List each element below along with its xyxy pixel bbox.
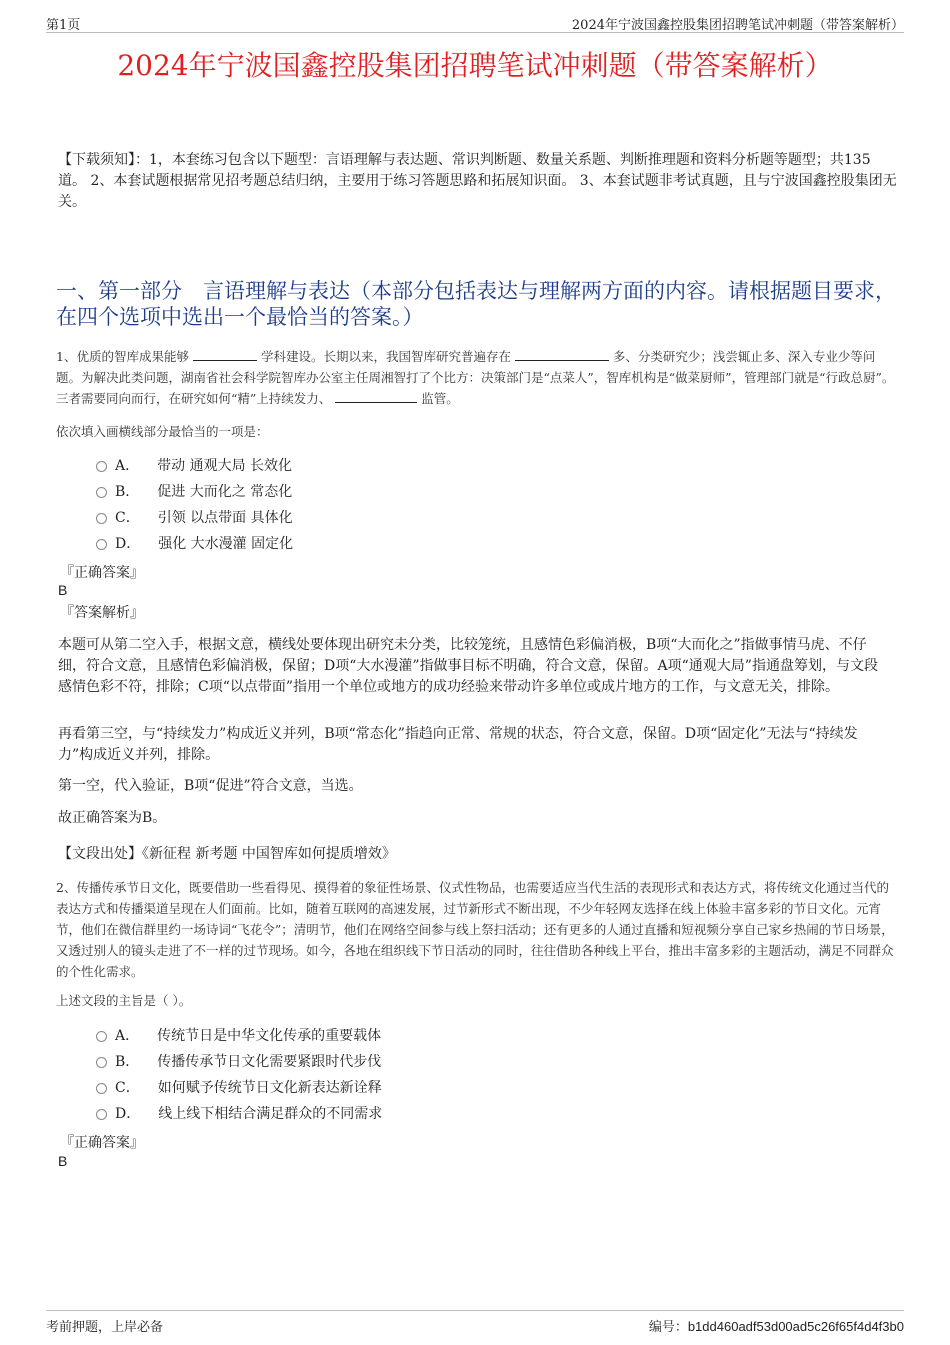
q1-option-d[interactable]: D． 强化 大水漫灌 固定化 xyxy=(96,531,293,557)
q1-part-4: 监管。 xyxy=(421,391,459,406)
q1-option-c[interactable]: C． 引领 以点带面 具体化 xyxy=(96,505,293,531)
q2-answer: B xyxy=(58,1153,68,1169)
footer-code xyxy=(649,1316,904,1335)
question-1-text xyxy=(56,346,896,409)
q1-blank-1 xyxy=(193,348,257,361)
footer-code-value: b1dd460adf53d00ad5c26f65f4d4f3b0 xyxy=(687,1319,904,1334)
q1-options xyxy=(96,453,293,557)
q1-part-3: 多、分类研究少；浅尝辄止多、深入专业少等问题。为解决此类问题，湖南省社会科学院智库办公室主任周湘智打了个比方：决策部门是“点菜人”，智库机构是“做菜厨师”，管理部门就是“行政总厨”。三者需要同向而行，在研究如何“精”上持续发力、 xyxy=(56,349,895,406)
q1-answer-label: 『正确答案』 xyxy=(60,565,144,581)
q1-analysis-para-1: 本题可从第二空入手，根据文意，横线处要体现出研究未分类，比较笼统，且感情色彩偏消极，B项“大而化之”指做事情马虎、不仔细，符合文意，且感情色彩偏消极，保留；D项“大水漫灌”指做事目标不明确，符合文意，保留。A项“通观大局”指通盘筹划，与文段感情色彩不符，排除；C项“以点带面”指用一个单位或地方的成功经验来带动许多单位或成片地方的工作，与文意无关，排除。 xyxy=(58,637,878,695)
section-heading: 一、第一部分 言语理解与表达（本部分包括表达与理解两方面的内容。请根据题目要求，在四个选项中选出一个最恰当的答案。） xyxy=(56,279,896,329)
radio-icon[interactable] xyxy=(96,1109,107,1120)
q1-analysis-label: 『答案解析』 xyxy=(60,605,144,621)
footer-slogan: 考前押题，上岸必备 xyxy=(46,1320,164,1335)
radio-icon[interactable] xyxy=(96,461,107,472)
radio-icon[interactable] xyxy=(96,487,107,498)
q2-option-c[interactable]: C． 如何赋予传统节日文化新表达新诠释 xyxy=(96,1075,382,1101)
question-2-text: 2、传播传承节日文化，既要借助一些看得见、摸得着的象征性场景、仪式性物品，也需要适应当代生活的表现形式和表达方式，将传统文化通过当代的表达方式和传播渠道呈现在人们面前。比如，随着互联网的高速发展，过节新形式不断出现，不少年轻网友选择在线上体验丰富多彩的节日文化。元宵节，他们在微信群里约一场诗词“飞花令”；清明节，他们在网络空间参与线上祭扫活动；还有更多的人通过直播和短视频分享自己家乡热闹的节日场景，又透过别人的镜头走进了不一样的过节现场。如今，各地在组织线下节日活动的同时，往往借助各种线上平台，推出丰富多彩的主题活动，满足不同群众的个性化需求。 xyxy=(56,880,894,979)
q1-blank-3 xyxy=(335,390,417,403)
radio-icon[interactable] xyxy=(96,1057,107,1068)
document-title: 2024年宁波国鑫控股集团招聘笔试冲刺题（带答案解析） xyxy=(117,49,833,82)
q1-blank-2 xyxy=(515,348,609,361)
q2-prompt: 上述文段的主旨是（ ）。 xyxy=(56,993,192,1008)
q1-prompt: 依次填入画横线部分最恰当的一项是： xyxy=(56,424,269,439)
q2-option-b[interactable]: B． 传播传承节日文化需要紧跟时代步伐 xyxy=(96,1049,382,1075)
q1-analysis-para-2: 再看第三空，与“持续发力”构成近义并列，B项“常态化”指趋向正常、常规的状态，符合文意，保留。D项“固定化”无法与“持续发力”构成近义并列，排除。 xyxy=(58,726,858,763)
page-footer xyxy=(46,1310,904,1337)
page-header xyxy=(46,14,904,33)
q2-options xyxy=(96,1023,382,1127)
radio-icon[interactable] xyxy=(96,1083,107,1094)
q1-part-1: 1、优质的智库成果能够 xyxy=(56,349,189,364)
q1-part-2: 学科建设。长期以来，我国智库研究普遍存在 xyxy=(260,349,511,364)
q1-source: 【文段出处】《新征程 新考题 中国智库如何提质增效》 xyxy=(58,846,396,862)
radio-icon[interactable] xyxy=(96,1031,107,1042)
q1-answer: B xyxy=(58,582,68,598)
radio-icon[interactable] xyxy=(96,513,107,524)
q2-option-a[interactable]: A． 传统节日是中华文化传承的重要载体 xyxy=(96,1023,382,1049)
page-number: 第1页 xyxy=(46,18,81,33)
footer-code-label: 编号： xyxy=(648,1320,688,1335)
q1-option-a[interactable]: A． 带动 通观大局 长效化 xyxy=(96,453,293,479)
q1-analysis-para-4: 故正确答案为B。 xyxy=(58,810,167,826)
q2-answer-label: 『正确答案』 xyxy=(60,1135,144,1151)
q1-option-b[interactable]: B． 促进 大而化之 常态化 xyxy=(96,479,293,505)
q1-analysis-para-3: 第一空，代入验证，B项“促进”符合文意，当选。 xyxy=(58,778,363,794)
header-doc-title: 2024年宁波国鑫控股集团招聘笔试冲刺题（带答案解析） xyxy=(571,18,904,33)
download-notice: 【下载须知】：1，本套练习包含以下题型：言语理解与表达题、常识判断题、数量关系题、判断推理题和资料分析题等题型；共135道。 2、本套试题根据常见招考题总结归纳，主要用于练习答题思路和拓展知识面。 3、本套试题非考试真题，且与宁波国鑫控股集团无关。 xyxy=(58,152,897,210)
q2-option-d[interactable]: D． 线上线下相结合满足群众的不同需求 xyxy=(96,1101,382,1127)
radio-icon[interactable] xyxy=(96,539,107,550)
